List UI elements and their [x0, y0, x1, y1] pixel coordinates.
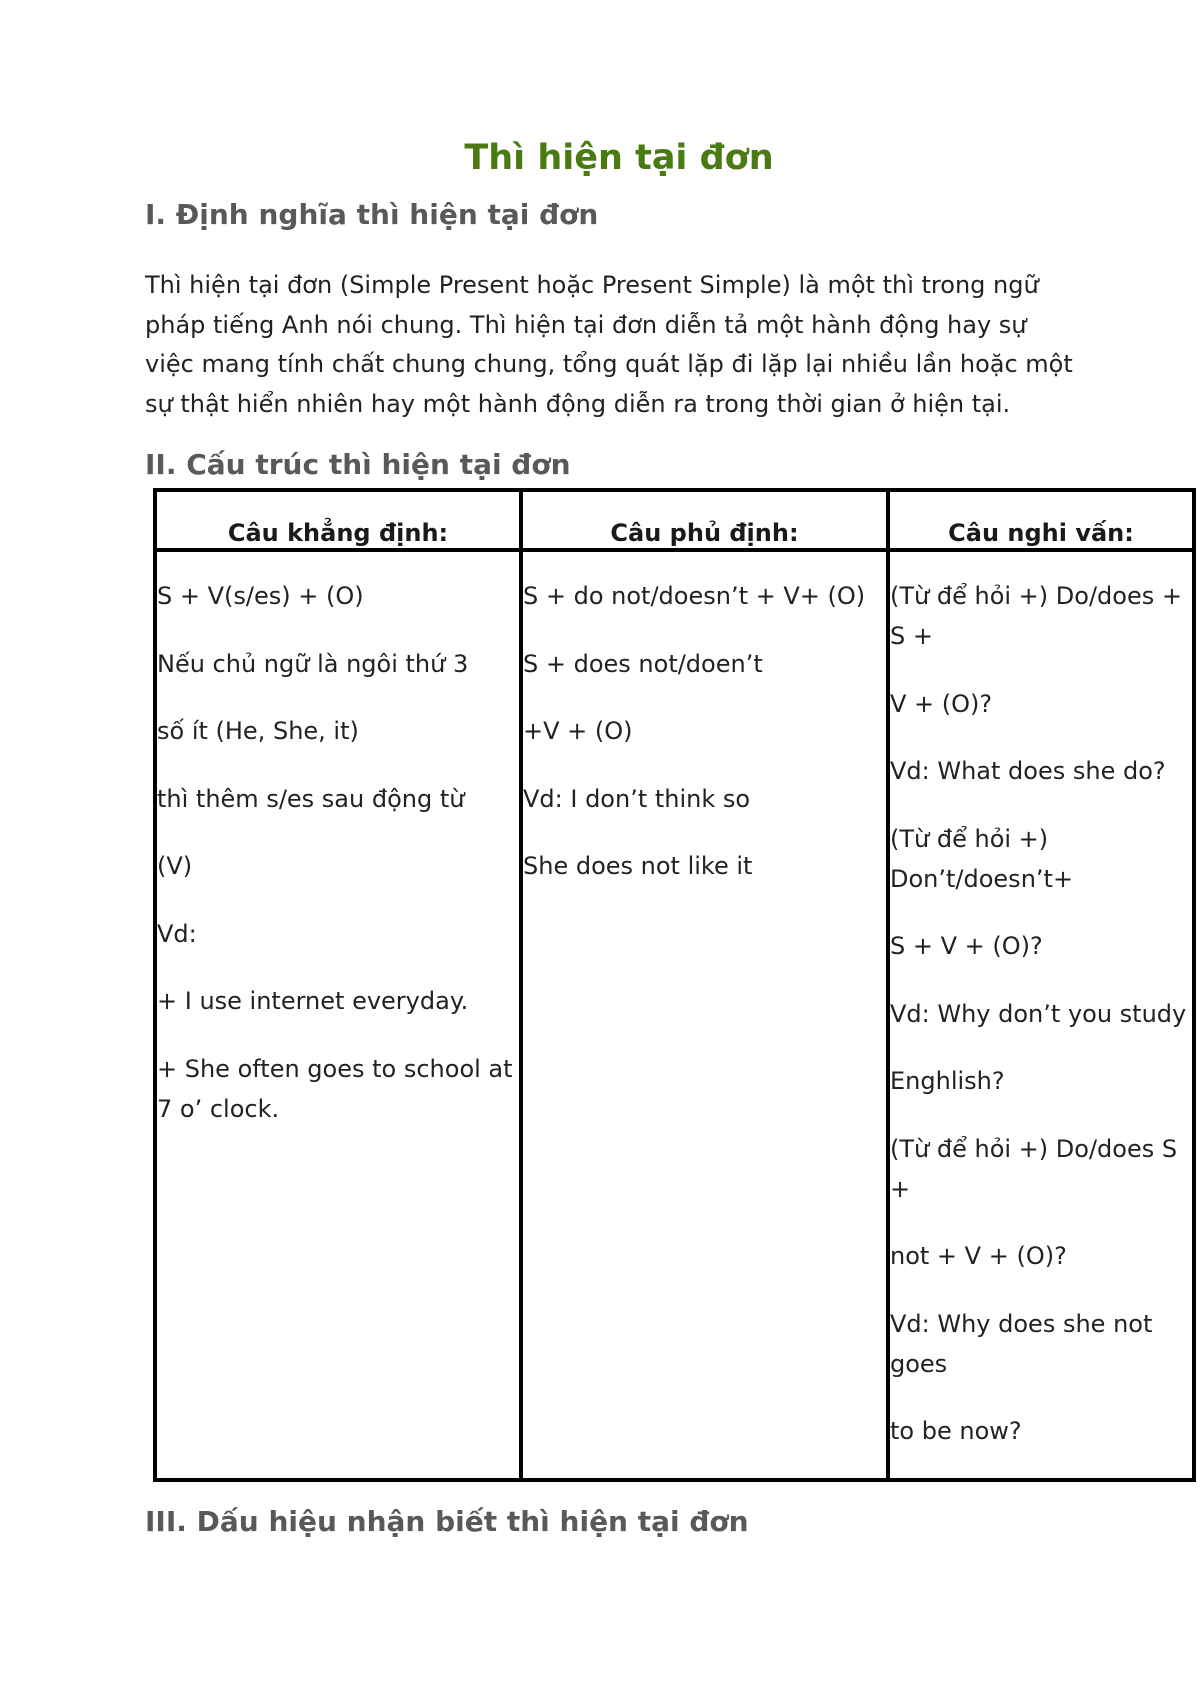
- interrogative-cell: [890, 552, 1192, 1479]
- interrogative-line: not + V + (O)?: [890, 1242, 1067, 1270]
- interrogative-line: Vd: What does she do?: [890, 757, 1166, 785]
- negative-cell: [523, 552, 886, 914]
- negative-line: +V + (O): [523, 717, 633, 745]
- negative-header: Câu phủ định:: [523, 492, 886, 552]
- affirmative-cell: [157, 552, 519, 1156]
- interrogative-line: Vd: Why does she not goes: [890, 1309, 1153, 1378]
- structure-table: [153, 488, 1196, 1482]
- affirmative-line: + She often goes to school at 7 o’ clock.: [157, 1054, 513, 1123]
- definition-line: sự thật hiển nhiên hay một hành động diễn ra trong thời gian ở hiện tại.: [145, 389, 1011, 418]
- interrogative-header: Câu nghi vấn:: [890, 492, 1192, 552]
- affirmative-line: Nếu chủ ngữ là ngôi thứ 3: [157, 649, 469, 678]
- negative-column: [523, 492, 890, 1478]
- interrogative-line: (Từ để hỏi +) Do/does + S +: [890, 582, 1182, 650]
- negative-line: Vd: I don’t think so: [523, 784, 751, 813]
- affirmative-line: Vd:: [157, 919, 197, 948]
- affirmative-line: số ít (He, She, it): [157, 717, 359, 745]
- definition-line: pháp tiếng Anh nói chung. Thì hiện tại đơn diễn tả một hành động hay sự: [145, 310, 1027, 339]
- interrogative-line: (Từ để hỏi +) Do/does S +: [890, 1134, 1178, 1203]
- interrogative-line: (Từ để hỏi +) Don’t/doesn’t+: [890, 824, 1074, 893]
- affirmative-line: S + V(s/es) + (O): [157, 582, 364, 610]
- definition-line: Thì hiện tại đơn (Simple Present hoặc Present Simple) là một thì trong ngữ: [145, 271, 1039, 299]
- interrogative-column: [890, 492, 1192, 1478]
- definition-paragraph: [145, 266, 1105, 424]
- interrogative-line: V + (O)?: [890, 689, 993, 718]
- affirmative-line: thì thêm s/es sau động từ: [157, 784, 465, 813]
- affirmative-column: [157, 492, 523, 1478]
- negative-line: S + does not/doen’t: [523, 649, 763, 678]
- interrogative-line: Enghlish?: [890, 1067, 1005, 1095]
- negative-line: She does not like it: [523, 852, 753, 880]
- interrogative-line: to be now?: [890, 1417, 1022, 1445]
- interrogative-line: S + V + (O)?: [890, 932, 1043, 960]
- affirmative-line: (V): [157, 852, 193, 880]
- definition-heading: I. Định nghĩa thì hiện tại đơn: [145, 198, 599, 231]
- definition-line: việc mang tính chất chung chung, tổng quát lặp đi lặp lại nhiều lần hoặc một: [145, 350, 1073, 378]
- affirmative-line: + I use internet everyday.: [157, 987, 469, 1015]
- negative-line: S + do not/doesn’t + V+ (O): [523, 582, 866, 610]
- structure-heading: II. Cấu trúc thì hiện tại đơn: [145, 448, 571, 481]
- signs-heading: III. Dấu hiệu nhận biết thì hiện tại đơn: [145, 1505, 749, 1538]
- page-title: Thì hiện tại đơn: [464, 138, 774, 178]
- interrogative-line: Vd: Why don’t you study: [890, 999, 1187, 1028]
- affirmative-header: Câu khẳng định:: [157, 492, 519, 552]
